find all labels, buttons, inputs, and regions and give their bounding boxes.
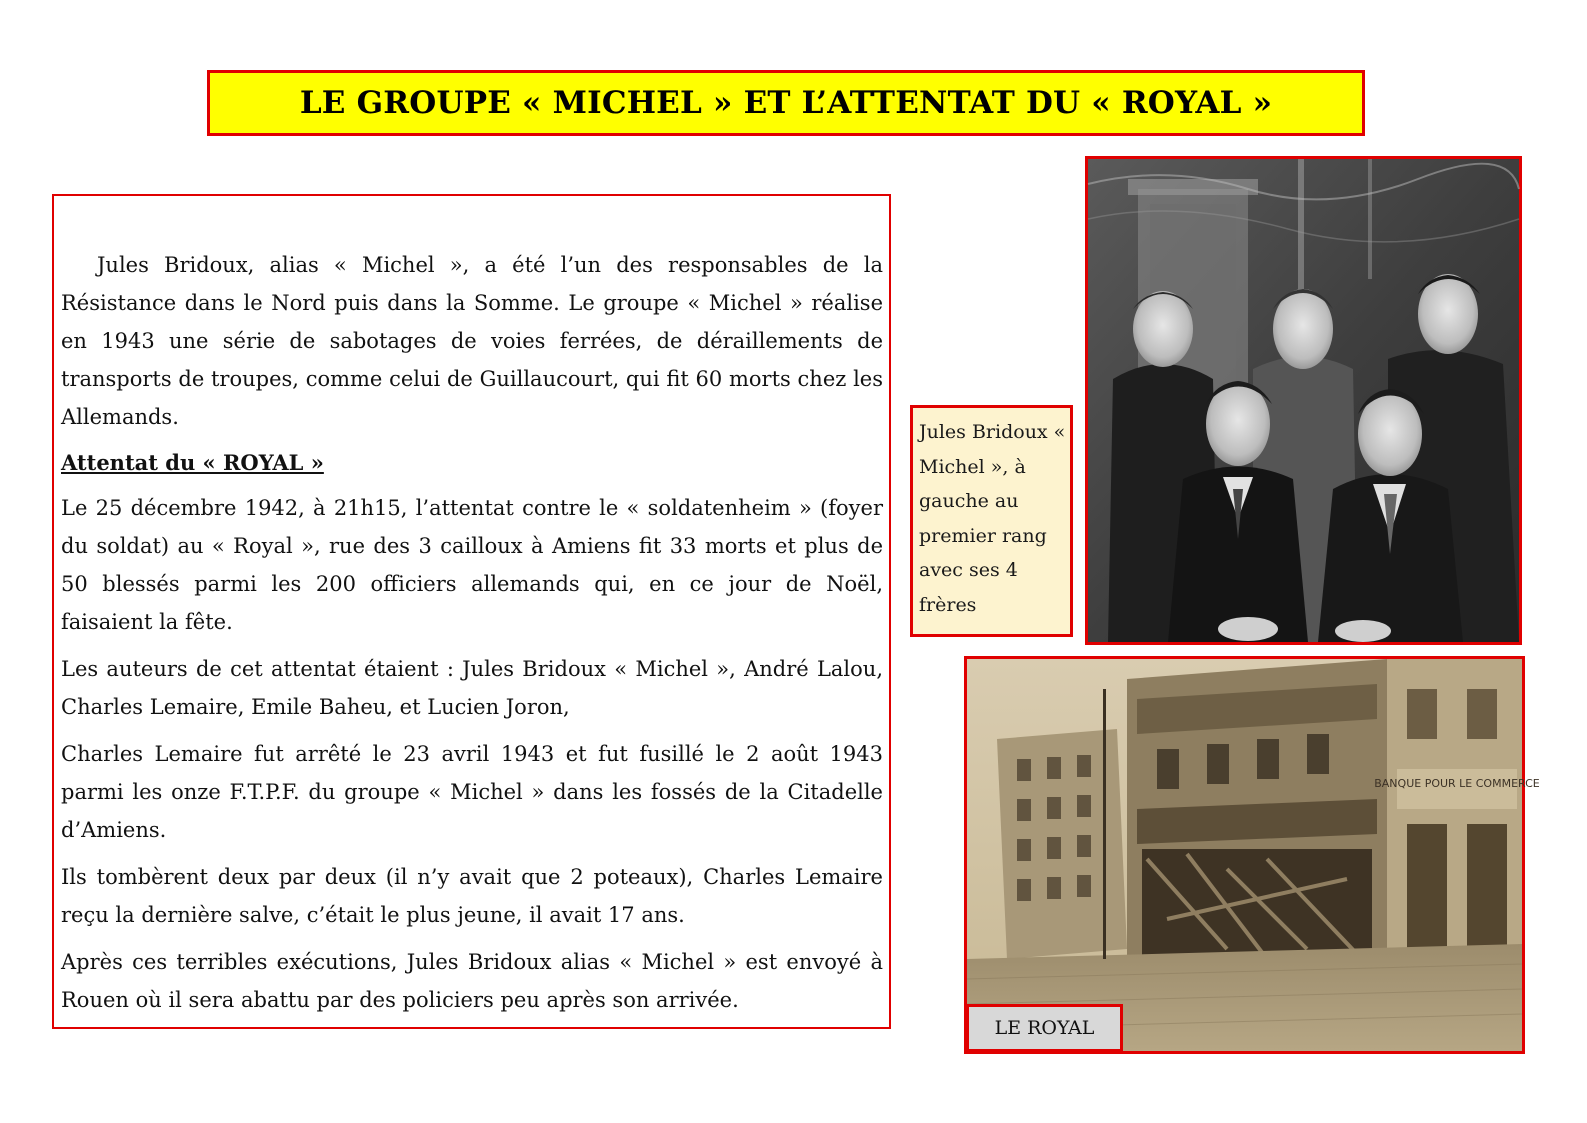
royal-photo-image (967, 659, 1540, 1051)
royal-label-text: LE ROYAL (994, 1017, 1095, 1039)
paragraph-attack: Le 25 décembre 1942, à 21h15, l’attentat contre le « soldatenheim » (foyer du soldat) au « Royal », rue des 3 cailloux à Amiens fit 33 morts et plus de 50 blessés parmi les 200 officiers allemands qui, en ce jour de Noël, faisaient la fête. (61, 496, 883, 634)
article-panel (52, 194, 891, 1029)
title-banner (207, 70, 1365, 136)
paragraph-authors: Les auteurs de cet attentat étaient : Jules Bridoux « Michel », André Lalou, Charles Lemaire, Emile Baheu, et Lucien Joron, (61, 657, 883, 719)
intro-paragraph: Jules Bridoux, alias « Michel », a été l’un des responsables de la Résistance dans le Nord puis dans la Somme. Le groupe « Michel » réalise en 1943 une série de sabotages de voies ferrées, de déraillements de transports de troupes, comme celui de Guillaucourt, qui fit 60 morts chez les Allemands. (61, 253, 883, 429)
royal-sign: BANQUE POUR LE COMMERCE (1374, 777, 1540, 790)
royal-label (966, 1004, 1123, 1052)
paragraph-execution: Ils tombèrent deux par deux (il n’y avait que 2 poteaux), Charles Lemaire reçu la dernière salve, c’était le plus jeune, il avait 17 ans. (61, 865, 883, 927)
royal-photo (964, 656, 1540, 1054)
section-subheading: Attentat du « ROYAL » (61, 450, 324, 475)
brothers-photo-image (1088, 159, 1519, 642)
page-title: LE GROUPE « MICHEL » ET L’ATTENTAT DU « ROYAL » (299, 85, 1273, 121)
paragraph-rouen: Après ces terribles exécutions, Jules Bridoux alias « Michel » est envoyé à Rouen où il sera abattu par des policiers peu après son arrivée. (61, 950, 883, 1012)
brothers-photo (1085, 156, 1522, 645)
photo-caption: Jules Bridoux « Michel », à gauche au premier rang avec ses 4 frères (910, 405, 1073, 637)
paragraph-arrest: Charles Lemaire fut arrêté le 23 avril 1943 et fut fusillé le 2 août 1943 parmi les onze F.T.P.F. du groupe « Michel » dans les fossés de la Citadelle d’Amiens. (61, 742, 883, 842)
